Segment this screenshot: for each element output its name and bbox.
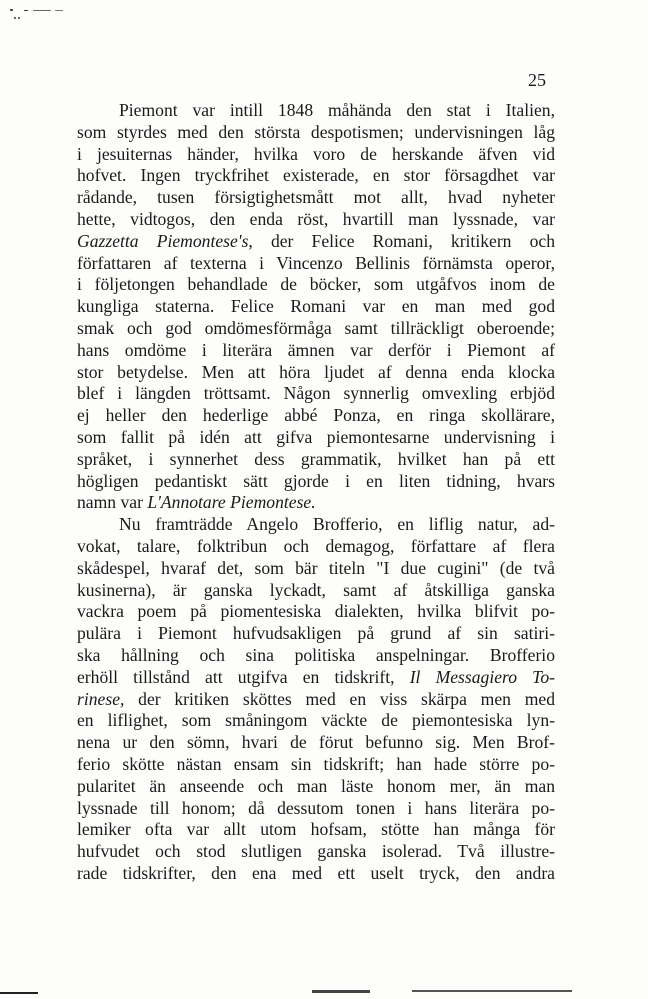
italic-title: Il Messagiero To- — [409, 666, 555, 687]
text-line: som fallit på idén att gifva piemontesarne undervisning i — [77, 426, 555, 447]
text-line: skådespel, hvaraf det, som bär titeln "I due cugini" (de två — [77, 557, 555, 578]
text-line: hette, vidtogos, den enda röst, hvartill man lyssnade, var — [77, 208, 555, 229]
body-text — [77, 100, 555, 885]
text-line: författaren af texterna i Vincenzo Bellinis förnämsta operor, — [77, 252, 555, 273]
text-line-with-italic — [77, 667, 555, 689]
text-line: Nu framträdde Angelo Brofferio, en liflig natur, ad- — [119, 514, 555, 535]
italic-title: L'Annotare Piemontese. — [147, 492, 316, 513]
text-line: blef i längden tröttsamt. Någon synnerlig omvexling erbjöd — [77, 383, 555, 404]
text-line: i jesuiternas händer, hvilka voro de herskande äfven vid — [77, 143, 555, 164]
text-segment: namn var — [77, 492, 148, 513]
text-line: pularitet än anseende och man läste honom mer, än man — [77, 775, 555, 796]
bottom-left-rule — [0, 992, 38, 994]
text-line: språket, i synnerhet dess grammatik, hvilket han på ett — [77, 448, 555, 469]
text-segment: der kritiken sköttes med en viss skärpa men med — [124, 688, 555, 709]
page-number: 25 — [528, 70, 546, 90]
text-line: Piemont var intill 1848 måhända den stat i Italien, — [119, 100, 555, 120]
text-line-with-italic — [77, 689, 555, 711]
text-line-with-italic — [77, 231, 555, 253]
text-line: hufvudet och stod slutligen ganska isolerad. Två illustre- — [77, 841, 555, 862]
text-line: pulära i Piemont hufvudsakligen på grund af sin satiri- — [77, 623, 555, 644]
top-left-ink-specks — [0, 0, 120, 30]
text-line: kusinerna), är ganska lyckadt, samt af åtskilliga ganska — [77, 579, 555, 600]
text-segment: , der Felice Romani, kritikern och — [248, 230, 556, 251]
text-line: rådande, tusen försigtighetsmått mot allt, hvad nyheter — [77, 187, 555, 208]
text-line: ej heller den hederlige abbé Ponza, en ringa skollärare, — [77, 405, 555, 426]
text-segment: erhöll tillstånd att utgifva en tidskrift, — [77, 666, 410, 687]
text-line: i följetongen behandlade de böcker, som utgåfvos inom de — [77, 274, 555, 295]
italic-title: Gazzetta Piemontese's — [77, 230, 249, 251]
text-line: högligen pedantiskt sätt gjorde i en liten tidning, hvars — [77, 470, 555, 491]
text-line: lyssnade till honom; då dessutom tonen i hans literära po- — [77, 797, 555, 818]
paragraph-2 — [77, 514, 555, 885]
text-line: lemiker ofta var allt utom hofsam, stötte han många för — [77, 819, 555, 840]
text-line: hofvet. Ingen tryckfrihet existerade, en stor försagdhet var — [77, 165, 555, 186]
text-line: ferio skötte nästan ensam sin tidskrift; han hade större po- — [77, 753, 555, 774]
bottom-center-ornament — [312, 990, 370, 993]
text-line: kungliga staterna. Felice Romani var en man med god — [77, 296, 555, 317]
text-line: vokat, talare, folktribun och demagog, författare af flera — [77, 535, 555, 556]
text-line: en liflighet, som småningom väckte de piemontesiska lyn- — [77, 710, 555, 731]
text-line: hans omdöme i literära ämnen var derför i Piemont af — [77, 339, 555, 360]
paragraph-1 — [77, 100, 555, 514]
text-line: vackra poem på piomentesiska dialekten, hvilka blifvit po- — [77, 601, 555, 622]
bottom-right-rule — [412, 990, 572, 992]
text-line: ska hållning och sina politiska anspelningar. Brofferio — [77, 644, 555, 665]
text-line: smak och god omdömesförmåga samt tillräckligt oberoende; — [77, 317, 555, 338]
text-line: nena ur den sömn, hvari de förut befunno sig. Men Brof- — [77, 732, 555, 753]
text-line: som styrdes med den största despotismen; undervisningen låg — [77, 121, 555, 142]
text-line: rade tidskrifter, den ena med ett uselt tryck, den andra — [77, 862, 555, 883]
italic-title: rinese, — [77, 688, 125, 709]
text-line: stor betydelse. Men att höra ljudet af denna enda klocka — [77, 361, 555, 382]
text-line-with-italic — [77, 492, 555, 514]
